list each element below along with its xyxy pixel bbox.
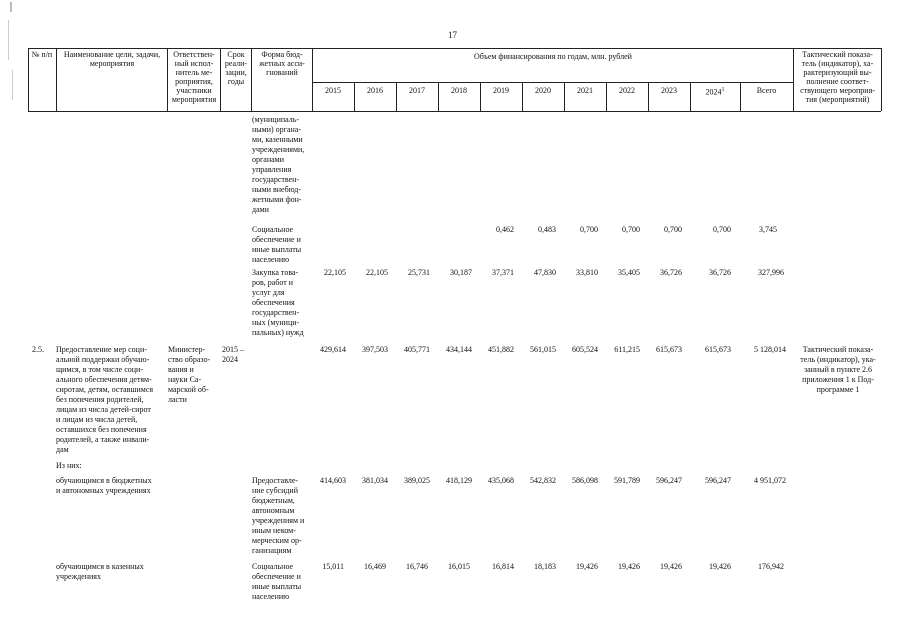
cell-value: 591,789 [614, 476, 640, 485]
grid-line [881, 48, 882, 111]
row-term: 2015 – 2024 [222, 345, 244, 364]
cell-value: 35,405 [618, 268, 640, 277]
cell-value: 18,183 [534, 562, 556, 571]
cell-value: 542,832 [530, 476, 556, 485]
cell-value: 33,810 [576, 268, 598, 277]
scan-artifact [10, 2, 12, 12]
header-year: 2022 [619, 86, 635, 95]
row-number: 2.5. [32, 345, 44, 354]
scan-artifact [8, 20, 9, 60]
header-year: 2019 [493, 86, 509, 95]
cell-value: 22,105 [366, 268, 388, 277]
cell-value: 405,771 [404, 345, 430, 354]
row-subheading: Из них: [56, 461, 82, 470]
cell-value: 389,025 [404, 476, 430, 485]
header-col-name: Наименование цели, задачи, мероприятия [63, 50, 161, 68]
header-years-line [312, 82, 793, 83]
cell-value: 611,215 [614, 345, 640, 354]
header-col-total: Всего [756, 86, 777, 95]
cell-value: 586,098 [572, 476, 598, 485]
cell-total: 176,942 [758, 562, 784, 571]
cell-value: 19,426 [618, 562, 640, 571]
header-col-finance: Объем финансирования по годам, млн. рублей [474, 52, 632, 61]
cell-value: 615,673 [656, 345, 682, 354]
cell-value: 47,830 [534, 268, 556, 277]
header-col-responsible: Ответствен- ный испол- нитель ме- роприятия, участники мероприятия [171, 50, 217, 104]
cell-total: 3,745 [759, 225, 777, 234]
cell-value: 25,731 [408, 268, 430, 277]
cell-total: 4 951,072 [754, 476, 786, 485]
header-col-indicator: Тактический показа- тель (индикатор), ха- рактеризующий вы- полнение соответ- ствующего мероприя- тия (мероприятий) [800, 50, 875, 104]
header-year: 2017 [409, 86, 425, 95]
cell-value: 16,814 [492, 562, 514, 571]
cell-value: 16,469 [364, 562, 386, 571]
header-year: 2016 [367, 86, 383, 95]
cell-value: 605,524 [572, 345, 598, 354]
cell-total: 5 128,014 [754, 345, 786, 354]
cell-value: 414,603 [320, 476, 346, 485]
cell-value: 16,746 [406, 562, 428, 571]
header-col-no: № п/п [31, 50, 53, 59]
cell-value: 36,726 [660, 268, 682, 277]
cell-value: 0,700 [664, 225, 682, 234]
scan-artifact [12, 70, 13, 100]
page-number: 17 [448, 30, 457, 40]
cell-value: 561,015 [530, 345, 556, 354]
header-col-term: Срок реали- зации, годы [224, 50, 248, 86]
row-responsible: Министер- ство образо- вания и науки Са- марской об- ласти [168, 345, 211, 404]
cell-value: 429,614 [320, 345, 346, 354]
cell-value: 615,673 [705, 345, 731, 354]
cell-value: 0,462 [496, 225, 514, 234]
cell-value: 30,187 [450, 268, 472, 277]
row-form: (муниципаль- ными) органа- ми, казенными учреждениями, органами управления государствен- ными внебюд- жетными фон- дами [252, 115, 305, 214]
cell-value: 418,129 [446, 476, 472, 485]
header-year: 2020 [535, 86, 551, 95]
cell-value: 19,426 [660, 562, 682, 571]
row-form: Социальное обеспечение и иные выплаты населению [252, 562, 302, 601]
cell-total: 327,996 [758, 268, 784, 277]
row-name: Предоставление мер соци- альной поддержки обучаю- щимся, в том числе соци- ального обеспечения детям- сиротам, детям, оставшимся без попечения родителей, лицам из числа детей-сирот и лицам из числа детей, оставшихся без попечения родителей, а также инвали- дам [56, 345, 154, 454]
cell-value: 596,247 [705, 476, 731, 485]
cell-value: 0,483 [538, 225, 556, 234]
cell-value: 0,700 [713, 225, 731, 234]
row-name: обучающимся в казенных учреждениях [56, 562, 144, 581]
row-indicator: Тактический показа- тель (индикатор), ука- занный в пункте 2.6 приложения 1 к Под- программе 1 [800, 345, 876, 394]
row-form: Социальное обеспечение и иные выплаты населению [252, 225, 302, 264]
row-name: обучающимся в бюджетных и автономных учреждениях [56, 476, 152, 495]
cell-value: 451,882 [488, 345, 514, 354]
header-year-label: 2024 [705, 87, 722, 97]
header-year: 2021 [577, 86, 593, 95]
header-year: 2018 [451, 86, 467, 95]
footnote-mark: 1 [721, 87, 725, 93]
cell-value: 19,426 [709, 562, 731, 571]
header-year: 2023 [661, 86, 677, 95]
header-bottom-line [28, 111, 881, 112]
cell-value: 0,700 [622, 225, 640, 234]
cell-value: 15,011 [322, 562, 344, 571]
cell-value: 37,371 [492, 268, 514, 277]
scan-margin-marks [6, 0, 20, 110]
row-form: Предоставле- ние субсидий бюджетным, автономным учреждениям и иным неком- мерческим ор- ганизациям [252, 476, 305, 555]
header-top-line [28, 48, 881, 49]
cell-value: 22,105 [324, 268, 346, 277]
header-year: 2015 [325, 86, 341, 95]
header-year-2024 [690, 86, 740, 97]
cell-value: 435,068 [488, 476, 514, 485]
cell-value: 0,700 [580, 225, 598, 234]
header-col-form: Форма бюд- жетных асси- гнований [259, 50, 305, 77]
cell-value: 19,426 [576, 562, 598, 571]
cell-value: 397,503 [362, 345, 388, 354]
cell-value: 16,015 [448, 562, 470, 571]
cell-value: 381,034 [362, 476, 388, 485]
cell-value: 596,247 [656, 476, 682, 485]
row-form: Закупка това- ров, работ и услуг для обеспечения государствен- ных (муници- пальных) нужд [252, 268, 304, 337]
cell-value: 434,144 [446, 345, 472, 354]
cell-value: 36,726 [709, 268, 731, 277]
